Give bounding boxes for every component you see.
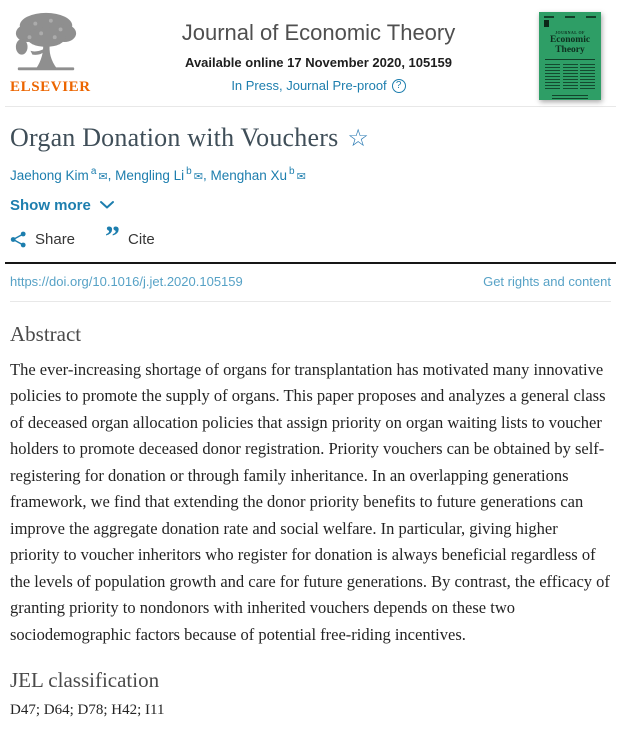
email-envelope-icon[interactable]: ✉ [296,170,306,183]
author-link[interactable]: Mengling Li $^b$ ✉ [115,166,203,183]
email-envelope-icon[interactable]: ✉ [98,170,108,183]
doi-row [0,264,621,301]
rights-and-content-link[interactable]: Get rights and content [483,273,611,289]
cite-label: Cite [128,230,155,248]
email-envelope-icon[interactable]: ✉ [193,170,203,183]
header-divider [5,106,616,107]
available-online-text: Available online 17 November 2020, 105159 [185,55,452,70]
in-press-label: In Press, Journal Pre-proof [231,78,387,93]
doi-link[interactable]: https://doi.org/10.1016/j.jet.2020.105159 [10,273,243,289]
author-link[interactable]: Menghan Xu $^b$ ✉ [210,166,306,183]
in-press-link[interactable] [231,78,405,93]
abstract-text: The ever-increasing shortage of organs for transplantation has motivated many innovative policies to promote the supply of organs. This paper proposes and analyzes a general class of deceased organ allocation policies that assign priority on organ waiting lists to voucher holders to promote deceased donor registration. Priority vouchers can be obtained by self-registering for donation or through family inheritance. In an overlapping generations framework, we find that extending the donor priority benefits to future generations can improve the aggregate donation rate and social welfare. In particular, giving higher priority to voucher inheritors who register for donation is always beneficial regardless of the levels of population growth and care for future generations. By contrast, the efficacy of granting priority to nondonors with inherited vouchers depends on these two sociodemographic factors because of potential free-riding incentives. [10,359,610,644]
author-list: Jaehong Kim $^a$ ✉, Mengling Li $^b$ ✉, Menghan Xu $^b$ ✉ [10,166,306,183]
elsevier-tree-icon [12,10,80,78]
elsevier-wordmark: ELSEVIER [10,79,91,95]
cover-issue-info [544,16,596,18]
jel-codes: D47; D64; D78; H42; I11 [10,702,165,718]
cite-button[interactable] [105,220,155,253]
article-title: Organ Donation with Vouchers ☆ [10,123,370,152]
quote-icon: ” [105,220,121,253]
journal-cover-thumbnail[interactable] [539,12,601,100]
elsevier-logo[interactable] [10,10,98,96]
abstract-heading: Abstract [10,321,82,346]
author-link[interactable]: Jaehong Kim $^a$ ✉ [10,166,108,183]
help-circle-icon[interactable]: ? [392,79,406,93]
cover-title-top: JOURNAL OF [555,30,585,35]
cover-divider [545,59,595,60]
page-header [0,0,621,104]
cover-column [539,10,613,100]
doi-divider [10,301,611,302]
action-bar [10,220,611,253]
journal-header-info [98,10,539,95]
cover-title: Economic Theory [549,35,591,56]
show-more-label: Show more [10,196,91,214]
journal-title-link[interactable]: Journal of Economic Theory [181,20,456,45]
cover-publisher-mark [544,20,549,27]
save-star-icon[interactable]: ☆ [347,126,370,152]
share-label: Share [35,230,76,248]
cover-contents-columns [544,64,596,91]
share-icon [10,231,27,248]
chevron-down-icon [100,201,114,209]
jel-heading: JEL classification [10,668,160,692]
cover-footer-lines [552,95,588,100]
share-button[interactable] [10,231,75,248]
show-more-button[interactable] [10,197,114,214]
